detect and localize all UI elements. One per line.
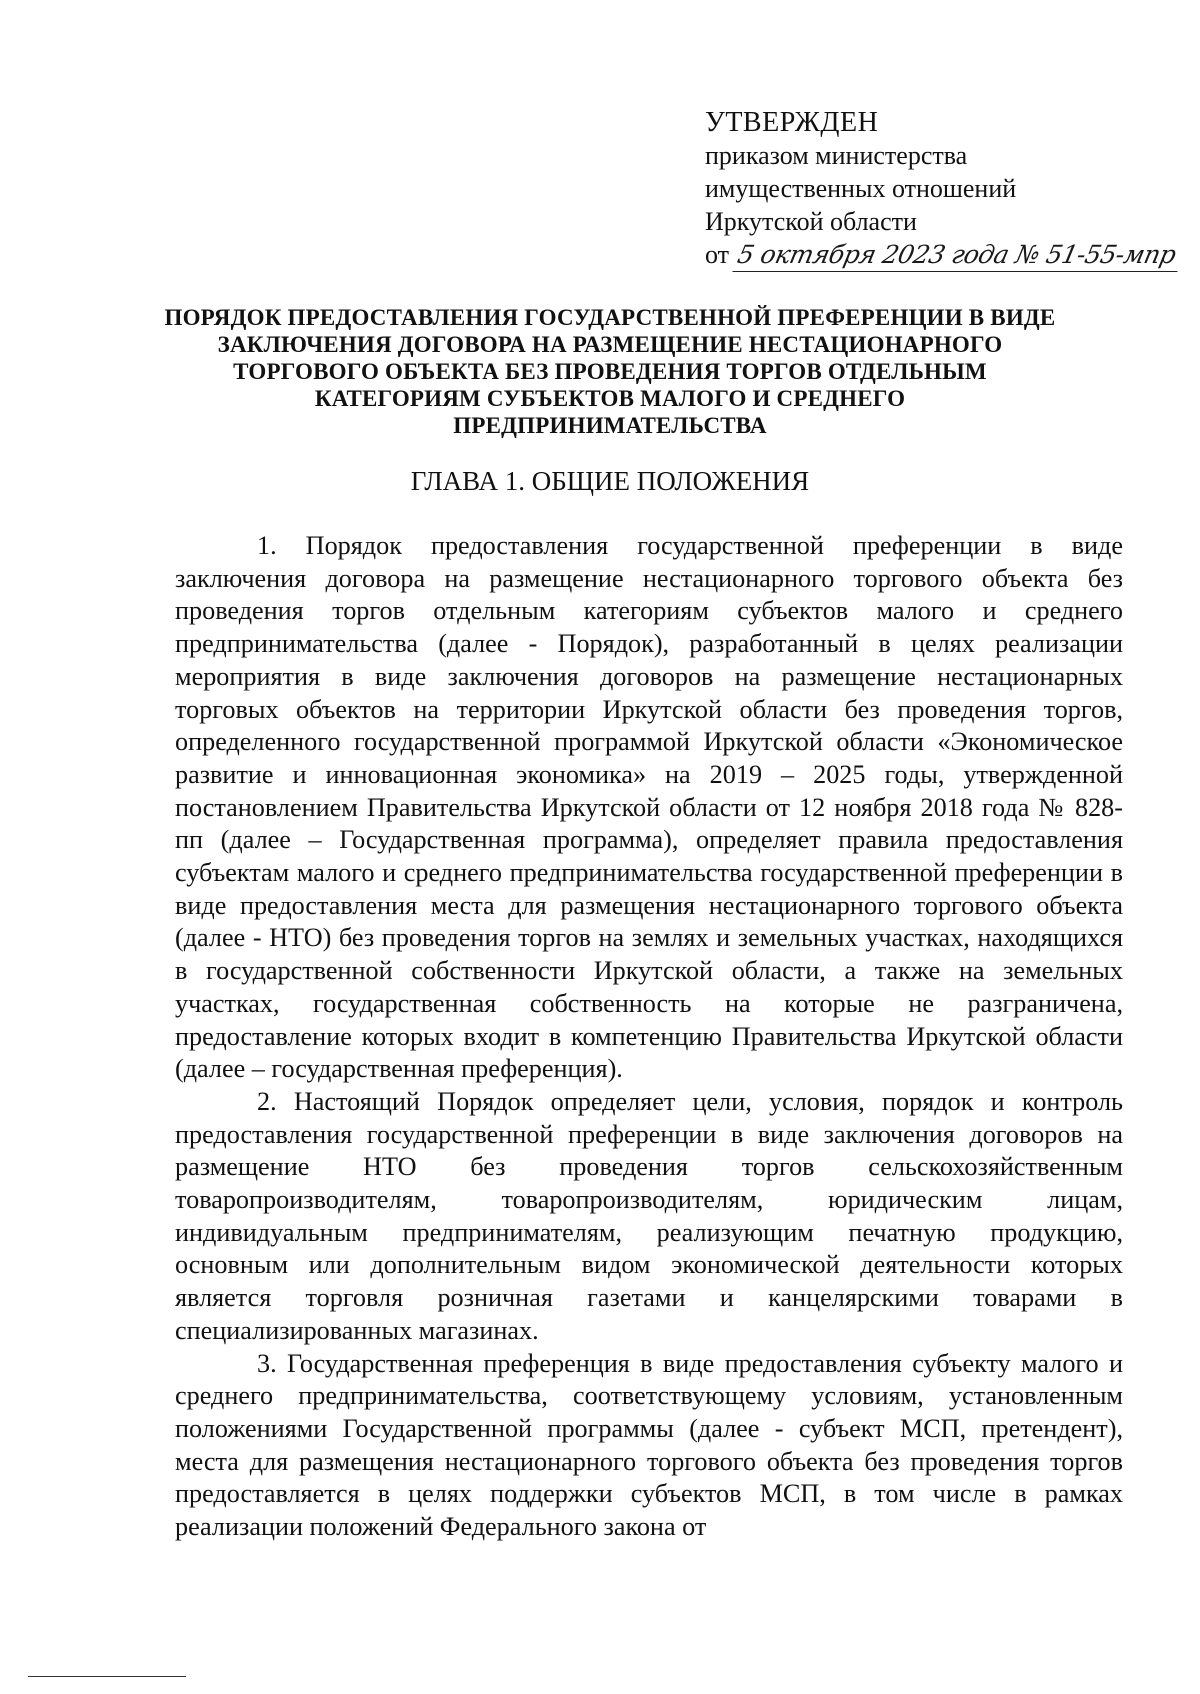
handwritten-date-number: 5 октября 2023 года № 51-55-мпр bbox=[732, 238, 1184, 272]
paragraph-3: 3. Государственная преференция в виде предоставления субъекту малого и среднего предпринимательства, соответствующему условиям, установленным положениями Государственной программы (далее - субъект МСП, претендент), места для размещения нестационарного торгового объекта без проведения торгов предоставляется в целях поддержки субъектов МСП, в том числе в рамках реализации положений Федерального закона от bbox=[175, 1348, 1123, 1542]
approval-block bbox=[705, 106, 1185, 272]
title-line-3: ТОРГОВОГО ОБЪЕКТА БЕЗ ПРОВЕДЕНИЯ ТОРГОВ ОТДЕЛЬНЫМ bbox=[233, 359, 987, 384]
document-title bbox=[150, 304, 1070, 439]
paragraph-1: 1. Порядок предоставления государственной преференции в виде заключения договора на размещение нестационарного торгового объекта без проведения торгов отдельным категориям субъектов малого и среднего предпринимательства (далее - Порядок), разработанный в целях реализации мероприятия в виде заключения договоров на размещение нестационарных торговых объектов на территории Иркутской области без проведения торгов, определенного государственной программой Иркутской области «Экономическое развитие и инновационная экономика» на 2019 – 2025 годы, утвержденной постановлением Правительства Иркутской области от 12 ноября 2018 года № 828-пп (далее – Государственная программа), определяет правила предоставления субъектам малого и среднего предпринимательства государственной преференции в виде предоставления места для размещения нестационарного торгового объекта (далее - НТО) без проведения торгов на землях и земельных участках, находящихся в государственной собственности Иркутской области, а также на земельных участках, государственная собственность на которые не разграничена, предоставление которых входит в компетенцию Правительства Иркутской области (далее – государственная преференция). bbox=[175, 531, 1123, 1084]
approval-line-2: имущественных отношений bbox=[705, 174, 1017, 203]
chapter-heading: ГЛАВА 1. ОБЩИЕ ПОЛОЖЕНИЯ bbox=[410, 466, 810, 496]
approval-date-prefix: от bbox=[705, 240, 730, 269]
footnote-divider bbox=[28, 1676, 186, 1677]
title-line-4: КАТЕГОРИЯМ СУБЪЕКТОВ МАЛОГО И СРЕДНЕГО bbox=[314, 386, 906, 411]
title-line-1: ПОРЯДОК ПРЕДОСТАВЛЕНИЯ ГОСУДАРСТВЕННОЙ ПРЕФЕРЕНЦИИ В ВИДЕ bbox=[164, 305, 1056, 330]
approval-heading: УТВЕРЖДЕН bbox=[705, 107, 879, 138]
document-body bbox=[175, 530, 1123, 1544]
paragraph-2: 2. Настоящий Порядок определяет цели, условия, порядок и контроль предоставления государственной преференции в виде заключения договоров на размещение НТО без проведения торгов сельскохозяйственным товаропроизводителям, товаропроизводителям, юридическим лицам, индивидуальным предпринимателям, реализующим печатную продукцию, основным или дополнительным видом экономической деятельности которых является торговля розничная газетами и канцелярскими товарами в специализированных магазинах. bbox=[175, 1086, 1123, 1345]
approval-date-line bbox=[705, 238, 1185, 272]
approval-line-3: Иркутской области bbox=[705, 207, 917, 236]
approval-line-1: приказом министерства bbox=[705, 141, 968, 170]
title-line-5: ПРЕДПРИНИМАТЕЛЬСТВА bbox=[453, 413, 767, 438]
title-line-2: ЗАКЛЮЧЕНИЯ ДОГОВОРА НА РАЗМЕЩЕНИЕ НЕСТАЦИОНАРНОГО bbox=[217, 332, 1003, 357]
